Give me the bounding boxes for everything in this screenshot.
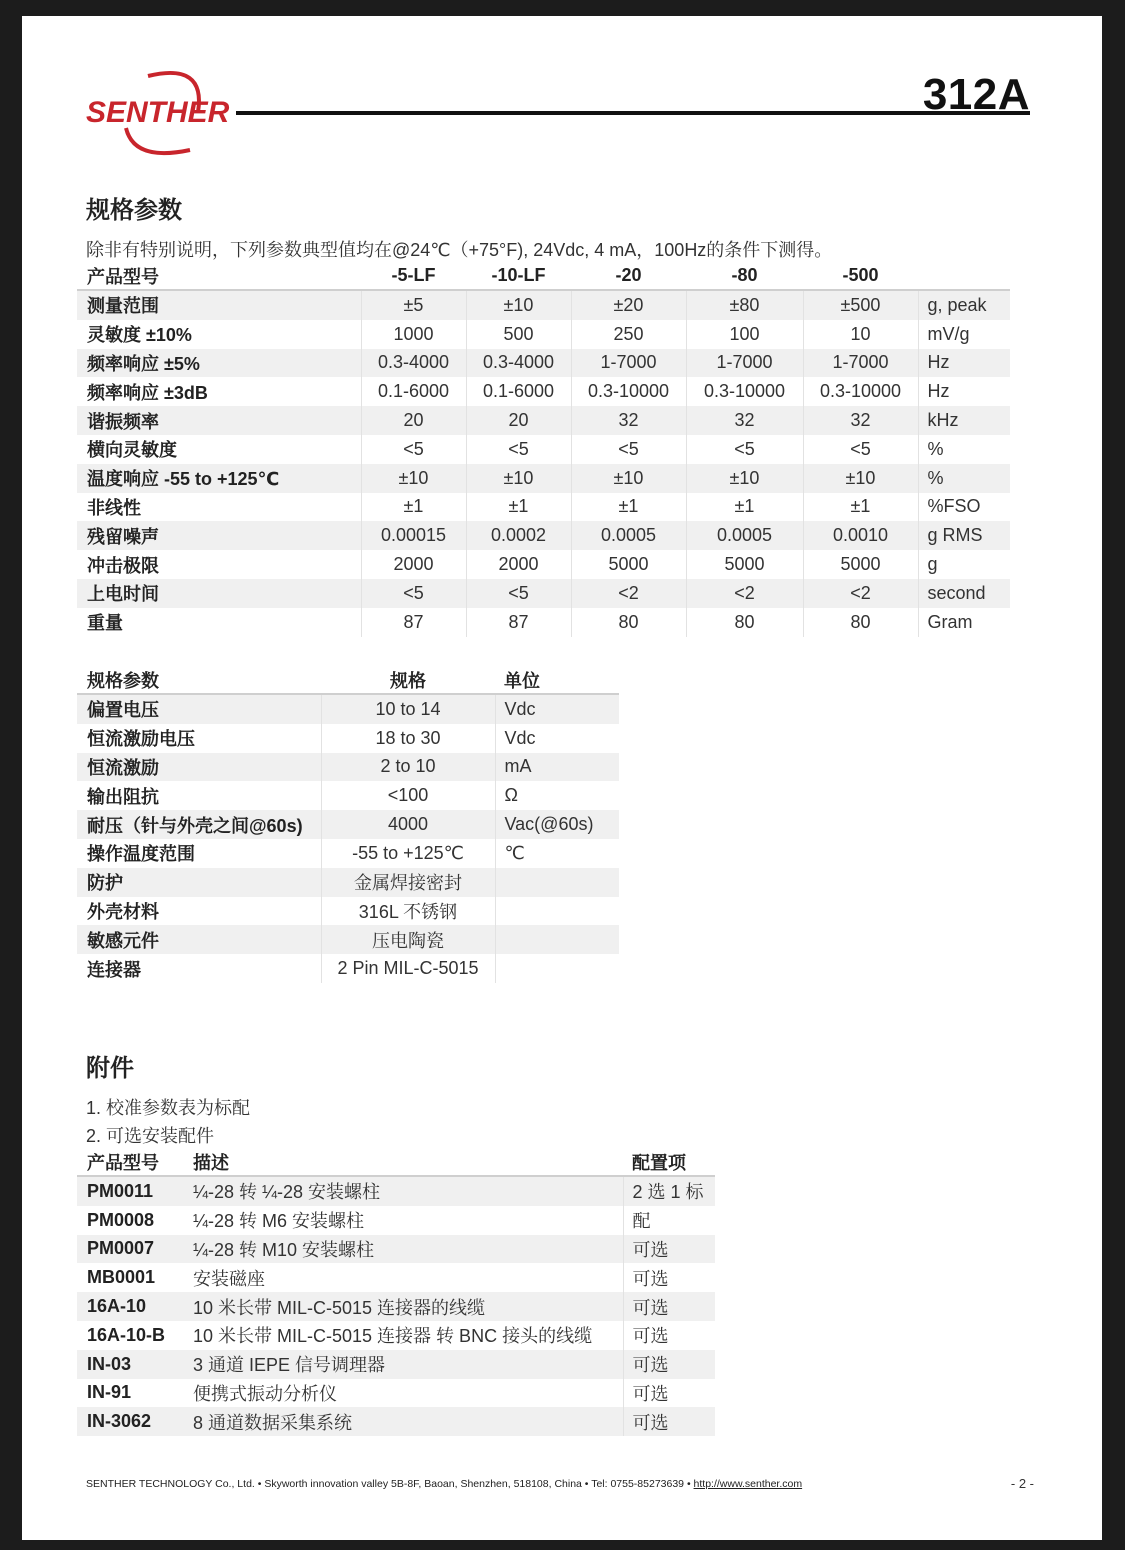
cell-value: <5 (466, 435, 571, 464)
cell-value: <5 (571, 435, 686, 464)
accessory-description: 10 米长带 MIL-C-5015 连接器的线缆 (183, 1292, 623, 1321)
accessory-description: ¼-28 转 M6 安装螺柱 (193, 1211, 365, 1232)
table-row (77, 1379, 715, 1408)
accessory-model: PM0011 (77, 1176, 183, 1206)
cell-value: ±10 (466, 464, 571, 493)
cell-value: <2 (803, 579, 918, 608)
cell-unit: % (918, 435, 1010, 464)
cell-unit: mV/g (918, 320, 1010, 349)
table-row (77, 1407, 715, 1436)
spec-col-header: -20 (615, 265, 642, 285)
accessory-model: MB0001 (87, 1267, 156, 1288)
cell-value: 0.0002 (466, 521, 571, 550)
spec-col-header: -500 (842, 265, 879, 285)
cell-value: ±5 (361, 290, 466, 320)
cell-value: ±1 (571, 493, 686, 522)
table-row (77, 1350, 715, 1379)
table-row (77, 521, 1010, 550)
table-row (77, 464, 1010, 493)
cell-unit (495, 868, 619, 897)
row-label: 非线性 (87, 497, 141, 518)
accessory-description: ¼-28 转 ¼-28 安装螺柱 (183, 1176, 623, 1206)
cell-unit (495, 954, 619, 983)
accessory-model: PM0007 (77, 1235, 183, 1264)
page-number: - 2 - (1010, 1476, 1034, 1491)
table-row (77, 377, 1010, 406)
table-row (77, 753, 619, 782)
table-row (77, 1263, 715, 1292)
row-label: 温度响应 -55 to +125℃ (77, 464, 361, 493)
footer-text: SENTHER TECHNOLOGY Co., Ltd. • Skyworth innovation valley 5B-8F, Baoan, Shenzhen, 518108, China • Tel: 0755-85273639 • (86, 1478, 694, 1490)
table-row (77, 320, 1010, 349)
elec-col-header: 规格参数 (87, 670, 159, 691)
cell-value: 5000 (803, 550, 918, 579)
table-row (77, 579, 1010, 608)
cell-unit: second (918, 579, 1010, 608)
cell-value: 5000 (686, 550, 803, 579)
cell-value: 0.0005 (571, 521, 686, 550)
accessory-model: 16A-10 (77, 1292, 183, 1321)
table-row (77, 839, 619, 868)
cell-value: 0.1-6000 (361, 377, 466, 406)
accessory-description: 3 通道 IEPE 信号调理器 (183, 1350, 623, 1379)
cell-unit: g RMS (918, 521, 1010, 550)
cell-value: ±80 (686, 290, 803, 320)
row-label: 冲击极限 (87, 555, 159, 576)
row-label: 恒流激励电压 (87, 729, 195, 750)
spec-col-header: -5-LF (391, 265, 436, 285)
accessory-model: IN-91 (87, 1382, 132, 1403)
cell-value: 0.3-10000 (571, 377, 686, 406)
accessory-description: 10 米长带 MIL-C-5015 连接器 转 BNC 接头的线缆 (193, 1326, 593, 1347)
row-label: 横向灵敏度 (87, 440, 177, 461)
cell-value: 2 to 10 (321, 753, 495, 782)
cell-value: 0.0005 (686, 521, 803, 550)
cell-value: 1-7000 (686, 349, 803, 378)
cell-value: ±10 (571, 464, 686, 493)
cell-value: <2 (571, 579, 686, 608)
accessory-option: 可选 (623, 1407, 715, 1436)
cell-value: 0.3-4000 (361, 349, 466, 378)
cell-value: 18 to 30 (321, 724, 495, 753)
row-label: 谐振频率 (77, 406, 361, 435)
cell-value: 20 (361, 406, 466, 435)
cell-unit: Ω (495, 781, 619, 810)
cell-value: 250 (571, 320, 686, 349)
cell-value: 500 (466, 320, 571, 349)
row-label: 连接器 (87, 959, 141, 980)
accessory-option: 2 选 1 标 (623, 1176, 715, 1206)
cell-value: <5 (361, 435, 466, 464)
accessory-description: ¼-28 转 M10 安装螺柱 (183, 1235, 623, 1264)
row-label: 恒流激励 (77, 753, 321, 782)
cell-unit (495, 897, 619, 926)
table-row (77, 290, 1010, 320)
elec-col-header: 单位 (504, 670, 540, 691)
cell-value: <2 (686, 579, 803, 608)
cell-value: 10 to 14 (321, 694, 495, 724)
cell-unit: ℃ (495, 839, 619, 868)
cell-unit: Hz (918, 377, 1010, 406)
row-label: 输出阻抗 (87, 786, 159, 807)
table-row (77, 435, 1010, 464)
cell-value: <100 (321, 781, 495, 810)
spec-col-header: -10-LF (491, 265, 546, 285)
cell-value: 87 (466, 608, 571, 637)
electrical-table (77, 666, 619, 983)
row-label: 灵敏度 ±10% (87, 325, 192, 346)
accessories-title: 附件 (86, 1055, 134, 1082)
cell-value: ±10 (686, 464, 803, 493)
cell-value: 0.00015 (361, 521, 466, 550)
cell-value: 0.3-4000 (466, 349, 571, 378)
row-label: 敏感元件 (77, 925, 321, 954)
cell-value: <5 (361, 579, 466, 608)
cell-value: 0.3-10000 (686, 377, 803, 406)
row-label: 防护 (77, 868, 321, 897)
cell-value: ±10 (361, 464, 466, 493)
website-link[interactable]: http://www.senther.com (693, 1478, 803, 1490)
table-row (77, 694, 619, 724)
row-label: 测量范围 (77, 290, 361, 320)
senther-logo (86, 64, 246, 164)
table-row (77, 1321, 715, 1350)
cell-value: 2000 (466, 550, 571, 579)
row-label: 上电时间 (77, 579, 361, 608)
cell-value: 80 (686, 608, 803, 637)
cell-unit: g (918, 550, 1010, 579)
accessory-option: 可选 (623, 1379, 715, 1408)
cell-value: 1-7000 (571, 349, 686, 378)
cell-value: 100 (686, 320, 803, 349)
accessory-option: 可选 (623, 1292, 715, 1321)
cell-value: 0.1-6000 (466, 377, 571, 406)
cell-unit: % (918, 464, 1010, 493)
row-label: 残留噪声 (77, 521, 361, 550)
cell-value: 4000 (321, 810, 495, 839)
cell-value: 1000 (361, 320, 466, 349)
accessory-model: IN-3062 (77, 1407, 183, 1436)
row-label: 频率响应 ±3dB (87, 382, 208, 403)
accessory-description: 便携式振动分析仪 (193, 1383, 337, 1404)
row-label: 操作温度范围 (87, 844, 195, 865)
cell-value: 20 (466, 406, 571, 435)
accessory-option: 可选 (623, 1321, 715, 1350)
cell-value: <5 (686, 435, 803, 464)
row-label: 耐压（针与外壳之间@60s) (77, 810, 321, 839)
cell-value: 2 Pin MIL-C-5015 (321, 954, 495, 983)
spec-col-header: 产品型号 (87, 266, 159, 287)
cell-unit: %FSO (918, 493, 1010, 522)
cell-unit: kHz (918, 406, 1010, 435)
cell-value: -55 to +125℃ (321, 839, 495, 868)
header-rule (236, 111, 1030, 115)
accessory-description: 8 通道数据采集系统 (183, 1407, 623, 1436)
cell-value: 80 (803, 608, 918, 637)
elec-col-header: 规格 (390, 670, 426, 691)
cell-value: 10 (803, 320, 918, 349)
document-page (22, 16, 1102, 1540)
cell-value: 金属焊接密封 (321, 868, 495, 897)
table-row (77, 810, 619, 839)
acc-col-header: 配置项 (632, 1152, 686, 1173)
row-label: 外壳材料 (87, 901, 159, 922)
table-row (77, 1235, 715, 1264)
accessory-model: PM0008 (87, 1209, 155, 1230)
row-label: 频率响应 ±5% (77, 349, 361, 378)
row-label: 重量 (87, 613, 123, 634)
cell-value: 80 (571, 608, 686, 637)
cell-unit: g, peak (918, 290, 1010, 320)
cell-value: 压电陶瓷 (321, 925, 495, 954)
cell-value: ±1 (361, 493, 466, 522)
spec-col-header: -80 (731, 265, 758, 285)
spec-section-title: 规格参数 (86, 197, 182, 224)
table-row (77, 349, 1010, 378)
spec-table (77, 262, 1010, 637)
cell-value: 32 (571, 406, 686, 435)
table-row (77, 406, 1010, 435)
footer (86, 1478, 802, 1490)
accessory-model: IN-03 (77, 1350, 183, 1379)
cell-unit: Hz (918, 349, 1010, 378)
model-number: 312A (922, 70, 1030, 119)
accessories-table (77, 1148, 715, 1436)
accessory-option: 配 (623, 1206, 715, 1235)
cell-value: 5000 (571, 550, 686, 579)
accessory-option: 可选 (623, 1350, 715, 1379)
acc-col-header: 描述 (193, 1152, 229, 1173)
cell-value: ±20 (571, 290, 686, 320)
table-row (77, 1206, 715, 1235)
table-row (77, 550, 1010, 579)
cell-value: ±10 (803, 464, 918, 493)
cell-value: 2000 (361, 550, 466, 579)
accessory-option: 可选 (623, 1263, 715, 1292)
cell-value: ±1 (466, 493, 571, 522)
cell-unit: Vac(@60s) (495, 810, 619, 839)
row-label: 偏置电压 (77, 694, 321, 724)
accessory-description: 安装磁座 (193, 1268, 265, 1289)
svg-text:SENTHER: SENTHER (86, 96, 230, 129)
accessory-option: 可选 (623, 1235, 715, 1264)
table-row (77, 608, 1010, 637)
cell-unit: mA (495, 753, 619, 782)
accessory-model: 16A-10-B (87, 1324, 166, 1345)
table-row (77, 868, 619, 897)
table-row (77, 954, 619, 983)
table-row (77, 493, 1010, 522)
acc-col-header: 产品型号 (87, 1152, 159, 1173)
cell-unit: Gram (918, 608, 1010, 637)
list-item: 2. 可选安装配件 (86, 1126, 215, 1146)
cell-value: 32 (803, 406, 918, 435)
spec-note: 除非有特别说明，下列参数典型值均在@24℃（+75°F), 24Vdc, 4 mA，100Hz的条件下测得。 (86, 240, 833, 260)
cell-value: ±10 (466, 290, 571, 320)
cell-value: ±1 (686, 493, 803, 522)
cell-value: ±500 (803, 290, 918, 320)
cell-unit: Vdc (495, 724, 619, 753)
cell-value: ±1 (803, 493, 918, 522)
cell-unit (495, 925, 619, 954)
cell-value: 0.0010 (803, 521, 918, 550)
table-row (77, 781, 619, 810)
table-row (77, 724, 619, 753)
cell-value: 1-7000 (803, 349, 918, 378)
cell-value: 87 (361, 608, 466, 637)
table-row (77, 1176, 715, 1206)
cell-value: 0.3-10000 (803, 377, 918, 406)
table-row (77, 1292, 715, 1321)
cell-value: <5 (466, 579, 571, 608)
cell-value: <5 (803, 435, 918, 464)
table-row (77, 897, 619, 926)
cell-value: 32 (686, 406, 803, 435)
list-item: 1. 校准参数表为标配 (86, 1098, 251, 1118)
cell-unit: Vdc (495, 694, 619, 724)
cell-value: 316L 不锈钢 (321, 897, 495, 926)
table-row (77, 925, 619, 954)
